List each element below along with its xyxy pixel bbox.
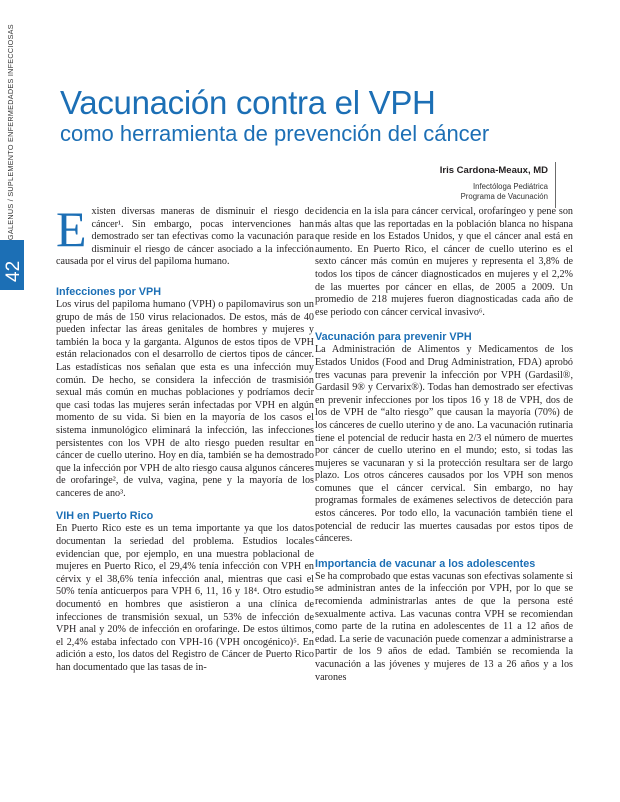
running-head bbox=[4, 24, 18, 240]
page-number-tab bbox=[0, 240, 24, 290]
article-column-right bbox=[315, 206, 573, 684]
page-number: 42 bbox=[3, 260, 24, 282]
section-text-vih: En Puerto Rico este es un tema importante ya que los datos documentan la seriedad del problema. Estudios locales evidencian que, por ejemplo, en una muestra poblacional de mujeres en Puerto Rico, el 29,4% tenía infección con VPH en cérvix y el 38,6% tenía infección anal, mientras que casi el 50% tenía anticuerpos para VPH 6, 11, 16 y 18⁴. Otro estudio documentó en hombres que asistieron a una clínica de infecciones de transmisión sexual, un 53% de infección de VPH anal y 20% de infección en orofaringe. De estos últimos, el 2,4% estaba infectado con VPH-16 (VPH oncogénico)⁵. En adición a esto, los datos del Registro de Cáncer de Puerto Rico han documentado que las tasas de in- bbox=[56, 523, 314, 673]
article-subtitle: como herramienta de prevención del cáncer bbox=[60, 121, 490, 146]
drop-cap: E bbox=[56, 201, 87, 257]
article-column-left bbox=[56, 201, 314, 675]
section-text-adolescentes: Se ha comprobado que estas vacunas son efectivas solamente si se administran antes de la infección por VPH, por lo que se recomienda administrarlas antes de que la persona esté sexualmente activa. Las vacunas contra VPH se recomiendan como parte de la rutina en adolescentes de 11 a 12 años de edad. La serie de vacunación puede comenzar a administrarse a partir de los 9 años de edad. También se recomienda la vacunación a las jóvenes y mujeres de 13 a 26 años y a los varones bbox=[315, 570, 573, 683]
author-name: Iris Cardona-Meaux, MD bbox=[439, 165, 548, 176]
intro-paragraph bbox=[56, 201, 314, 269]
section-text-vacunacion: La Administración de Alimentos y Medicamentos de los Estados Unidos (Food and Drug Administration, FDA) aprobó tres vacunas para prevenir la infección por VPH (Gardasil®, Gardasil 9® y Cervarix®). Todas han demostrado ser efectivas en prevenir infecciones por los tipos 16 y 18 de VPH, dos de los de VPH de “alto riesgo” que causan la mayoría (70%) de los cánceres de cuello uterino y de ano. La vacunación rutinaria tiene el potencial de reducir hasta en 2/3 el número de muertes por cáncer de cuello uterino en el mundo; esto, si todas las mujeres se vacunaran y si la protección resultara ser de largo plazo. Los otros cánceres causados por los VPH son menos comunes que el cáncer cervical. Sin embargo, no hay programas formales de exámenes selectivos de detección para estos cánceres. Por todo ello, la vacunación también tiene el potencial de reducir las muertes causadas por estos tipos de cánceres. bbox=[315, 344, 573, 545]
section-heading-infecciones: Infecciones por VPH bbox=[56, 285, 161, 298]
section-heading-vih: VIH en Puerto Rico bbox=[56, 510, 154, 523]
section-text-infecciones: Los virus del papiloma humano (VPH) o papilomavirus son un grupo de más de 150 virus relacionados. De estos, más de 40 pueden infectar las áreas genitales de hombres y mujeres y también la boca y la garganta. Algunos de estos tipos de VPH están relacionados con el desarrollo de ciertos tipos de cáncer. Las estadísticas nos señalan que esta es una infección muy común. De hecho, se considera la infección de trasmisión sexual más común en muchas poblaciones y podríamos decir que casi todas las mujeres serán infectadas por VPH en algún momento de su vida. Si bien en la mayoría de los casos el sistema inmunológico eliminará la infección, las infecciones persistentes con los VPH de alto riesgo pueden resultar en cáncer de cuello uterino. Hoy en día, también se ha demostrado que la infección por VPH de alto riesgo causa algunos cánceres de orofaringe², de vulva, vagina, pene y la mayoría de los canceres de ano³. bbox=[56, 298, 314, 499]
section-heading-vacunacion: Vacunación para prevenir VPH bbox=[315, 331, 472, 344]
article-title: Vacunación contra el VPH bbox=[60, 84, 436, 121]
author-role-line2: Programa de Vacunación bbox=[460, 192, 548, 201]
intro-text: xisten diversas maneras de disminuir el riesgo de cáncer¹. Sin embargo, pocas intervenciones han demostrado ser tan efectivas como la vacunación para disminuir el riesgo de cáncer asociado a la infección causada por el virus del papiloma humano. bbox=[56, 206, 314, 268]
author-role bbox=[440, 182, 548, 202]
section-heading-adolescentes: Importancia de vacunar a los adolescentes bbox=[315, 557, 536, 570]
running-head-text: GALENUS / SUPLEMENTO ENFERMEDADES INFECCIOSAS bbox=[6, 24, 15, 240]
author-divider bbox=[555, 162, 556, 208]
author-role-line1: Infectóloga Pediátrica bbox=[473, 182, 548, 191]
author-block bbox=[440, 165, 548, 202]
continued-paragraph: cidencia en la isla para cáncer cervical, orofaríngeo y pene son más altas que las reportadas en la población blanca no hispana que reside en los Estados Unidos, y que el cáncer anal está en aumento. En Puerto Rico, el cáncer de cuello uterino es el sexto cáncer más común en mujeres y representa el 3,8% de todos los tipos de cáncer diagnosticados en mujeres y el 2,2% de las muertes por cáncer en ellas, de 2005 a 2009. Un promedio de 218 mujeres fueron diagnosticadas cada año de ese periodo con cáncer cervical invasivo⁶. bbox=[315, 206, 573, 318]
